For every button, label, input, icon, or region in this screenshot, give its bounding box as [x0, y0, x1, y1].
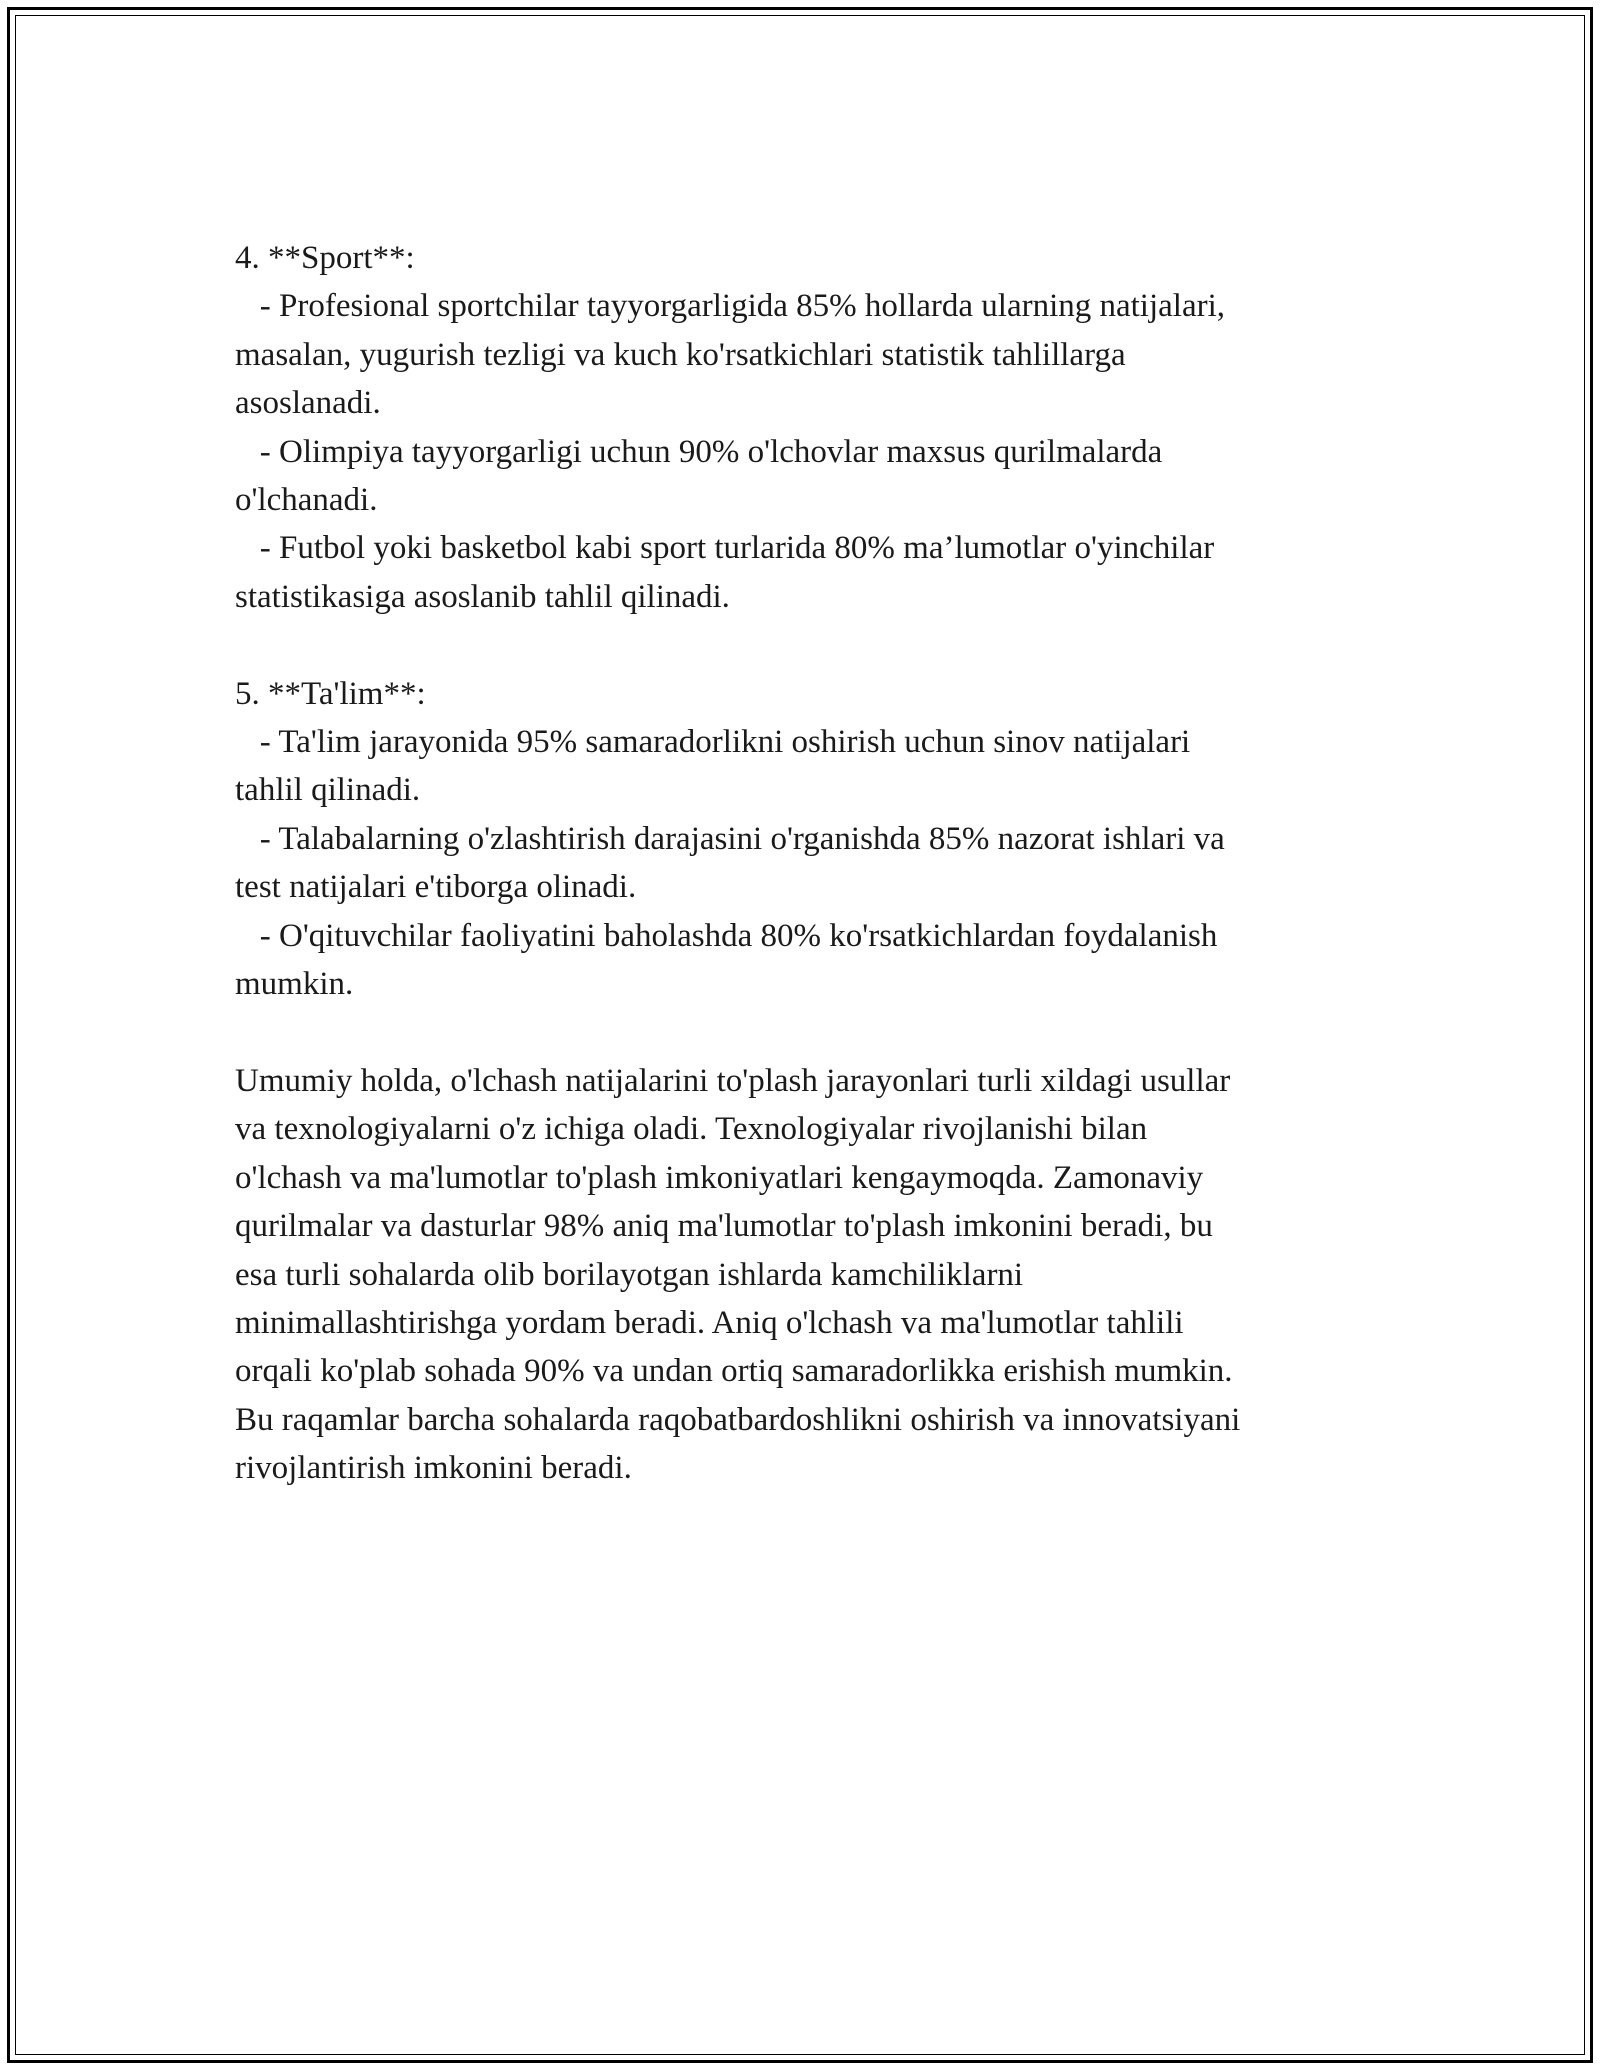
blank-line — [235, 621, 1375, 669]
list-item-line: - Olimpiya tayyorgarligi uchun 90% o'lchovlar maxsus qurilmalarda — [235, 433, 1163, 470]
list-item-line: statistikasiga asoslanib tahlil qilinadi. — [235, 578, 730, 615]
section-sport — [235, 234, 1375, 621]
paragraph-line: Bu raqamlar barcha sohalarda raqobatbardoshlikni oshirish va innovatsiyani — [235, 1401, 1241, 1438]
list-item — [235, 912, 1375, 1009]
list-item-line: test natijalari e'tiborga olinadi. — [235, 869, 637, 906]
paragraph-line: o'lchash va ma'lumotlar to'plash imkoniyatlari kengaymoqda. Zamonaviy — [235, 1159, 1204, 1196]
list-item-line: o'lchanadi. — [235, 482, 378, 519]
list-item-line: masalan, yugurish tezligi va kuch ko'rsatkichlari statistik tahlillarga — [235, 336, 1126, 373]
list-item-line: tahlil qilinadi. — [235, 772, 421, 809]
list-item — [235, 718, 1375, 815]
section-heading: 5. **Ta'lim**: — [235, 675, 426, 712]
section-heading: 4. **Sport**: — [235, 240, 415, 276]
section-talim — [235, 670, 1375, 1009]
list-item-line: - Ta'lim jarayonida 95% samaradorlikni oshirish uchun sinov natijalari — [235, 724, 1191, 761]
list-item-line: asoslanadi. — [235, 385, 381, 422]
list-item — [235, 815, 1375, 912]
list-item — [235, 282, 1375, 427]
list-item-line: - Futbol yoki basketbol kabi sport turlarida 80% ma’lumotlar o'yinchilar — [235, 530, 1215, 567]
conclusion-paragraph — [235, 1057, 1375, 1493]
paragraph-line: va texnologiyalarni o'z ichiga oladi. Texnologiyalar rivojlanishi bilan — [235, 1111, 1148, 1148]
paragraph-line: esa turli sohalarda olib borilayotgan ishlarda kamchiliklarni — [235, 1256, 1024, 1293]
document-body — [235, 234, 1375, 1493]
paragraph-line: orqali ko'plab sohada 90% va undan ortiq samaradorlikka erishish mumkin. — [235, 1353, 1233, 1390]
list-item-line: - O'qituvchilar faoliyatini baholashda 80% ko'rsatkichlardan foydalanish — [235, 917, 1218, 954]
list-item-line: mumkin. — [235, 966, 354, 1003]
list-item — [235, 524, 1375, 621]
list-item — [235, 428, 1375, 525]
paragraph-line: rivojlantirish imkonini beradi. — [235, 1450, 632, 1487]
list-item-line: - Talabalarning o'zlashtirish darajasini o'rganishda 85% nazorat ishlari va — [235, 820, 1225, 857]
paragraph-line: minimallashtirishga yordam beradi. Aniq o'lchash va ma'lumotlar tahlili — [235, 1304, 1184, 1341]
blank-line — [235, 1008, 1375, 1056]
paragraph-line: qurilmalar va dasturlar 98% aniq ma'lumotlar to'plash imkonini beradi, bu — [235, 1208, 1213, 1245]
paragraph-line: Umumiy holda, o'lchash natijalarini to'plash jarayonlari turli xildagi usullar — [235, 1062, 1231, 1099]
list-item-line: - Profesional sportchilar tayyorgarligida 85% hollarda ularning natijalari, — [235, 288, 1226, 325]
